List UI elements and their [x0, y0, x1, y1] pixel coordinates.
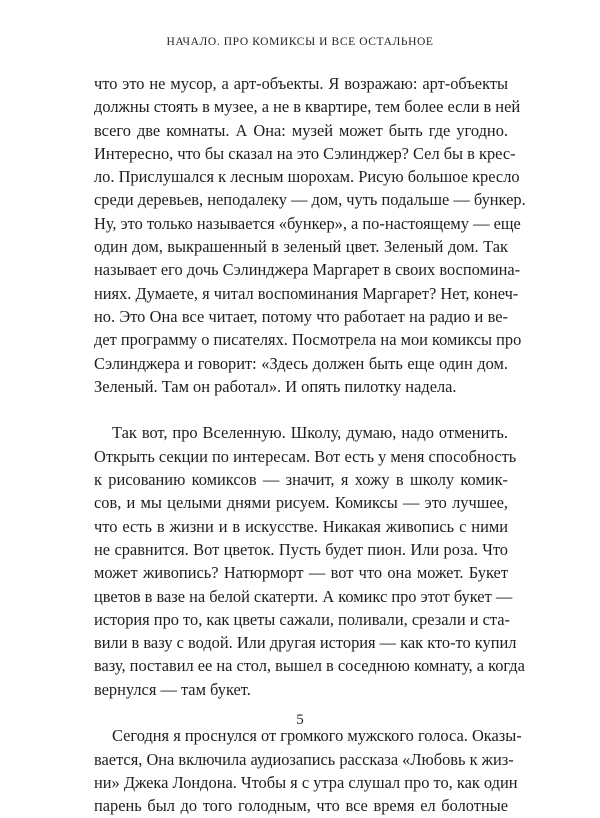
body-text — [94, 72, 526, 818]
text-line: ни» Джека Лондона. Чтобы я с утра слушал про то, как один — [94, 772, 518, 792]
text-line: не сравнится. Вот цветок. Пусть будет пион. Или роза. Что — [94, 539, 508, 559]
text-line: цветов в вазе на белой скатерти. А комикс про этот букет — — [94, 586, 513, 606]
text-line: вили в вазу с водой. Или другая история — как кто-то купил — [94, 633, 517, 653]
paragraph-3 — [94, 724, 522, 817]
text-line: Зеленый. Там он работал». И опять пилотку надела. — [94, 376, 457, 396]
text-line: парень был до того голодным, что все время ел болотные — [94, 796, 508, 816]
text-line: среди деревьев, неподалеку — дом, чуть подальше — бункер. — [94, 190, 526, 210]
text-line: что есть в жизни и в искусстве. Никакая живопись с ними — [94, 516, 508, 536]
page-number: 5 — [296, 712, 304, 728]
text-line: дет программу о писателях. Посмотрела на мои комиксы про — [94, 330, 522, 350]
text-line: должны стоять в музее, а не в квартире, тем более если в ней — [94, 97, 521, 117]
text-line: что это не мусор, а арт-объекты. Я возражаю: арт-объекты — [94, 74, 508, 93]
text-line: Так вот, про Вселенную. Школу, думаю, надо отменить. — [112, 423, 508, 443]
text-line: один дом, выкрашенный в зеленый цвет. Зеленый дом. Так — [94, 237, 508, 257]
text-line: Интересно, что бы сказал на это Сэлинджер? Сел бы в крес- — [94, 143, 516, 163]
text-line: всего две комнаты. А Она: музей может быть где угодно. — [94, 120, 508, 140]
text-line: Сэлинджера и говорит: «Здесь должен быть еще один дом. — [94, 353, 508, 373]
paragraph-1 — [94, 72, 526, 398]
text-line: Сегодня я проснулся от громкого мужского голоса. Оказы- — [112, 726, 522, 746]
text-line: сов, и мы целыми днями рисуем. Комиксы — это лучшее, — [94, 493, 508, 513]
text-line: к рисованию комиксов — значит, я хожу в школу комик- — [94, 470, 508, 490]
text-line: Открыть секции по интересам. Вот есть у меня способность — [94, 446, 517, 466]
text-line: история про то, как цветы сажали, поливали, срезали и ста- — [94, 609, 510, 629]
text-line: вернулся — там букет. — [94, 679, 251, 699]
text-line: может живопись? Натюрморт — вот что она может. Букет — [94, 563, 508, 583]
text-line: вается, Она включила аудиозапись рассказа «Любовь к жиз- — [94, 749, 514, 769]
text-line: вазу, поставил ее на стол, вышел в соседнюю комнату, а когда — [94, 656, 525, 676]
paragraph-gap — [94, 398, 508, 421]
text-line: Ну, это только называется «бункер», а по-настоящему — еще — [94, 213, 521, 233]
paragraph-2 — [94, 421, 525, 701]
text-line: ло. Прислушался к лесным шорохам. Рисую большое кресло — [94, 167, 520, 187]
text-line: ниях. Думаете, я читал воспоминания Маргарет? Нет, конеч- — [94, 283, 519, 303]
running-header: НАЧАЛО. ПРО КОМИКСЫ И ВСЕ ОСТАЛЬНОЕ — [166, 36, 434, 48]
text-line: но. Это Она все читает, потому что работает на радио и ве- — [94, 306, 508, 326]
text-line: называет его дочь Сэлинджера Маргарет в своих воспомина- — [94, 260, 521, 280]
